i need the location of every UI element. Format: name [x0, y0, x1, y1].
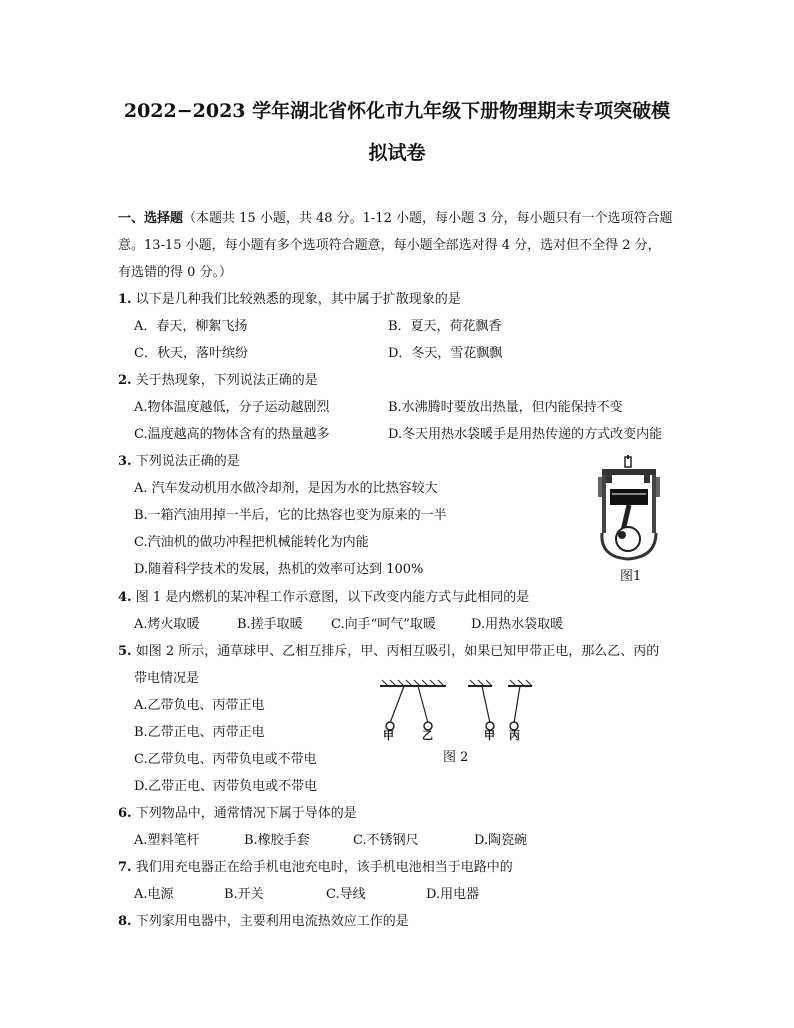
question-stem: 下列物品中，通常情况下属于导体的是	[135, 806, 357, 821]
question-stem: 如图 2 所示，通草球甲、乙相互排斥，甲、丙相互吸引，如果已知甲带正电，那么乙、丙的	[135, 644, 660, 659]
q4-option-c: C.向手“呵气”取暖	[331, 617, 436, 632]
q2-option-c: C.温度越高的物体含有的热量越多	[134, 427, 330, 442]
question-7	[118, 858, 513, 878]
q5-option-b: B.乙带正电、丙带正电	[134, 725, 265, 740]
question-stem: 我们用充电器正在给手机电池充电时，该手机电池相当于电路中的	[135, 860, 513, 875]
ball-label-jia-2: 甲	[484, 729, 495, 742]
question-1	[118, 290, 461, 310]
q5-option-d: D.乙带正电、丙带负电或不带电	[134, 779, 318, 794]
q2-option-a: A.物体温度越低，分子运动越剧烈	[134, 400, 330, 415]
q6-option-a: A.塑料笔杆	[134, 833, 200, 848]
ball-label-yi: 乙	[422, 729, 433, 742]
page-title-line2: 拟试卷	[368, 142, 426, 164]
figure-2-caption: 图 2	[443, 750, 469, 765]
q1-option-d: D．冬天，雪花飘飘	[388, 346, 503, 361]
question-2	[118, 371, 318, 391]
page-title-line1: 2022−2023 学年湖北省怀化市九年级下册物理期末专项突破模	[123, 100, 671, 122]
q1-option-b: B．夏天，荷花飘香	[388, 319, 502, 334]
q4-option-b: B.搓手取暖	[237, 617, 303, 632]
q3-option-d: D.随着科学技术的发展，热机的效率可达到 100%	[134, 562, 424, 577]
q5-option-a: A.乙带负电、丙带正电	[134, 698, 265, 713]
question-stem: 下列说法正确的是	[135, 454, 240, 469]
question-3	[118, 452, 240, 472]
q2-option-b: B.水沸腾时要放出热量，但内能保持不变	[388, 400, 623, 415]
q7-option-c: C.导线	[326, 887, 366, 902]
q6-option-c: C.不锈钢尺	[353, 833, 419, 848]
q1-option-a: A．春天，柳絮飞扬	[134, 319, 248, 334]
question-5-stem-continued: 带电情况是	[134, 671, 200, 686]
question-stem: 下列家用电器中，主要利用电流热效应工作的是	[135, 914, 409, 929]
q3-option-b: B.一箱汽油用掉一半后，它的比热容也变为原来的一半	[134, 508, 447, 523]
engine-cylinder-figure	[594, 455, 664, 565]
q1-option-c: C．秋天，落叶缤纷	[134, 346, 248, 361]
question-stem: 关于热现象，下列说法正确的是	[135, 373, 318, 388]
figure-1-caption: 图1	[620, 569, 642, 584]
question-number: 6.	[118, 806, 132, 821]
question-stem: 以下是几种我们比较熟悉的现象，其中属于扩散现象的是	[135, 292, 461, 307]
q7-option-a: A.电源	[134, 887, 174, 902]
q4-option-d: D.用热水袋取暖	[471, 617, 564, 632]
q7-option-b: B.开关	[224, 887, 264, 902]
ball-label-jia-1: 甲	[383, 729, 394, 742]
question-4	[118, 588, 529, 608]
q3-option-a: A. 汽车发动机用水做冷却剂，是因为水的比热容较大	[134, 481, 438, 496]
section-heading: 一、选择题	[118, 211, 184, 226]
section-intro-line1	[118, 209, 673, 229]
section-instruction: （本题共 15 小题，共 48 分。1-12 小题，每小题 3 分，每小题只有一个选项符合题	[183, 211, 673, 226]
question-number: 5.	[118, 644, 132, 659]
question-5	[118, 642, 659, 662]
question-number: 8.	[118, 914, 132, 929]
question-number: 2.	[118, 373, 132, 388]
q4-option-a: A.烤火取暖	[134, 617, 200, 632]
question-number: 3.	[118, 454, 132, 469]
question-6	[118, 804, 357, 824]
q3-option-c: C.汽油机的做功冲程把机械能转化为内能	[134, 535, 369, 550]
q2-option-d: D.冬天用热水袋暖手是用热传递的方式改变内能	[388, 427, 663, 442]
ball-label-bing: 丙	[509, 729, 520, 742]
section-intro-line2: 意。13-15 小题，每小题有多个选项符合题意，每小题全部选对得 4 分，选对但不全得 2 分，	[118, 238, 661, 253]
pith-balls-figure	[374, 678, 560, 744]
question-number: 4.	[118, 590, 132, 605]
question-8	[118, 912, 409, 932]
q7-option-d: D.用电器	[426, 887, 480, 902]
section-intro-line3: 有选错的得 0 分。）	[118, 265, 233, 280]
question-number: 1.	[118, 292, 132, 307]
q5-option-c: C.乙带负电、丙带负电或不带电	[134, 752, 317, 767]
q6-option-b: B.橡胶手套	[244, 833, 310, 848]
question-stem: 图 1 是内燃机的某冲程工作示意图，以下改变内能方式与此相同的是	[135, 590, 530, 605]
question-number: 7.	[118, 860, 132, 875]
q6-option-d: D.陶瓷碗	[474, 833, 528, 848]
